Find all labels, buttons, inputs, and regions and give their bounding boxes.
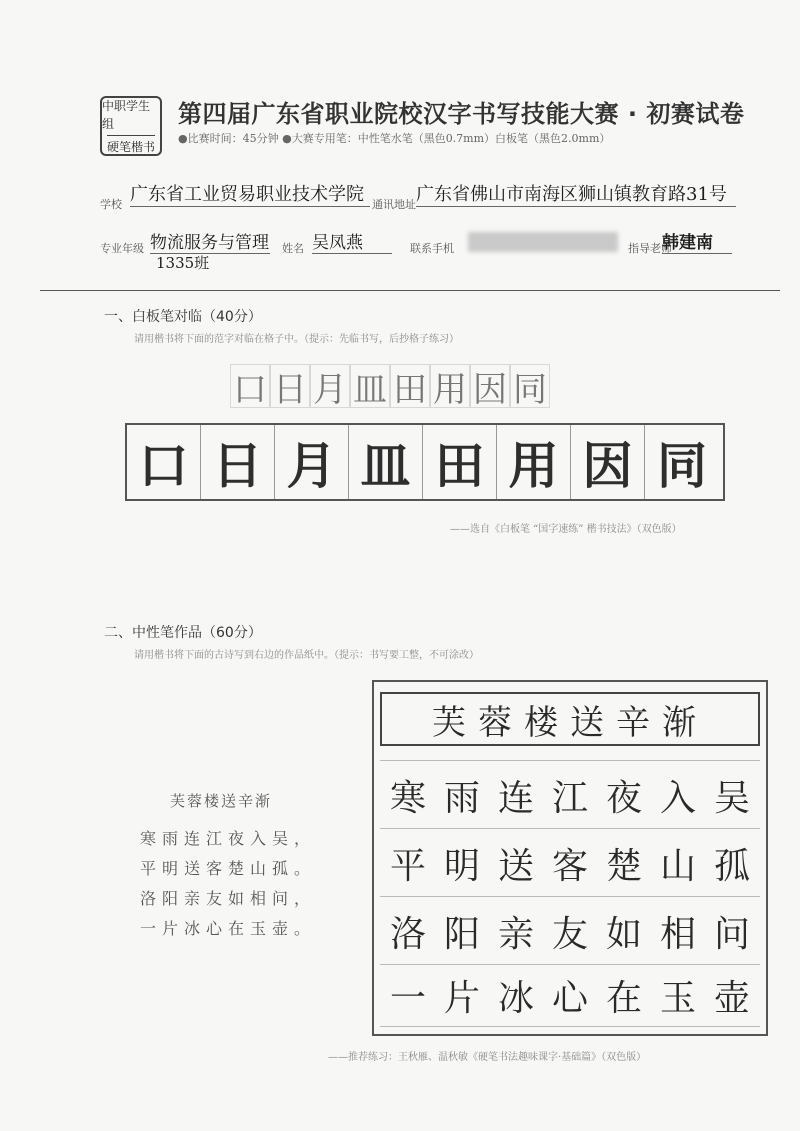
grid-rule (380, 896, 760, 897)
name-field[interactable]: 吴凤燕 (312, 228, 392, 254)
practice-char-cell[interactable]: 用 (497, 425, 571, 499)
work-poem-char[interactable]: 相 (659, 913, 696, 955)
work-poem-char[interactable]: 明 (443, 845, 480, 887)
practice-char-row (127, 425, 723, 499)
badge-divider (107, 135, 155, 136)
reference-poem-line: 洛阳亲友如相问， (140, 889, 317, 908)
page-title: 第四届广东省职业院校汉字书写技能大赛 · 初赛试卷 (178, 100, 745, 128)
practice-char-cell[interactable]: 因 (571, 425, 645, 499)
section2-instruction: 请用楷书将下面的古诗写到右边的作品纸中。（提示：书写要工整，不可涂改） (134, 650, 479, 661)
school-field[interactable]: 广东省工业贸易职业技术学院 (130, 180, 370, 207)
work-poem-char[interactable]: 江 (551, 777, 588, 819)
model-char: 口 (230, 364, 270, 408)
school-label: 学校 (100, 198, 122, 211)
work-poem-char[interactable]: 连 (497, 777, 534, 819)
work-poem-char[interactable]: 寒 (389, 777, 426, 819)
work-poem-line (381, 898, 759, 964)
practice-char-cell[interactable]: 皿 (349, 425, 423, 499)
reference-poem-line: 寒雨连江夜入吴， (140, 829, 317, 848)
work-poem-char[interactable]: 雨 (443, 777, 480, 819)
address-field[interactable]: 广东省佛山市南海区狮山镇教育路31号 (416, 180, 736, 207)
model-char: 因 (470, 364, 510, 408)
work-poem-line (381, 830, 759, 896)
work-poem-char[interactable]: 如 (605, 913, 642, 955)
work-poem-char[interactable]: 片 (443, 977, 480, 1019)
practice-char-cell[interactable]: 月 (275, 425, 349, 499)
work-poem-char[interactable]: 楚 (605, 845, 642, 887)
category-badge (100, 96, 162, 156)
teacher-field[interactable]: 韩建南 (662, 228, 732, 254)
grid-rule (380, 828, 760, 829)
practice-char-cell[interactable]: 口 (127, 425, 201, 499)
work-poem-char[interactable]: 亲 (497, 913, 534, 955)
practice-char-cell[interactable]: 同 (657, 437, 707, 495)
work-poem-char[interactable]: 问 (713, 913, 750, 955)
section2-title: 二、中性笔作品（60分） (104, 625, 262, 641)
work-poem-char[interactable]: 送 (497, 845, 534, 887)
practice-char-cell[interactable]: 日 (201, 425, 275, 499)
work-poem-char[interactable]: 洛 (389, 913, 426, 955)
reference-poem-line: 平明送客楚山孤。 (140, 859, 317, 878)
reference-poem-line: 一片冰心在玉壶。 (140, 919, 317, 938)
section1-title: 一、白板笔对临（40分） (104, 309, 262, 325)
model-char: 月 (310, 364, 350, 408)
work-poem-char[interactable]: 在 (605, 977, 642, 1019)
work-poem-char[interactable]: 友 (551, 913, 588, 955)
work-poem-char[interactable]: 壶 (713, 977, 750, 1019)
section1-credit: ——选自《白板笔 “国字速练” 楷书技法》（双色版） (450, 524, 682, 535)
model-char: 同 (510, 364, 550, 408)
phone-label: 联系手机 (410, 242, 454, 255)
work-poem-char[interactable]: 冰 (497, 977, 534, 1019)
grid-rule (380, 760, 760, 761)
work-poem-char[interactable]: 入 (659, 777, 696, 819)
section1-instruction: 请用楷书将下面的范字对临在格子中。（提示：先临书写，后抄格子练习） (134, 334, 459, 345)
section2-credit: ——推荐练习：王秋雁、温秋敏《硬笔书法趣味课字·基础篇》（双色版） (328, 1052, 647, 1063)
work-poem-char[interactable]: 一 (389, 977, 426, 1019)
work-poem-char[interactable]: 客 (551, 845, 588, 887)
header-rule (40, 290, 780, 291)
work-poem-char[interactable]: 山 (659, 845, 696, 887)
major-label: 专业年级 (100, 242, 144, 255)
address-label: 通讯地址 (372, 198, 416, 211)
work-poem-char[interactable]: 孤 (713, 845, 750, 887)
work-poem-line (381, 762, 759, 828)
reference-poem-title: 芙蓉楼送辛渐 (170, 792, 273, 810)
work-poem-char[interactable]: 吴 (713, 777, 750, 819)
phone-redacted-field[interactable] (468, 232, 618, 252)
work-poem-char[interactable]: 阳 (443, 913, 480, 955)
work-poem-char[interactable]: 平 (389, 845, 426, 887)
class-field[interactable]: 1335班 (156, 254, 210, 272)
model-char: 田 (390, 364, 430, 408)
work-poem-char[interactable]: 夜 (605, 777, 642, 819)
exam-rules: ●比赛时间：45分钟 ●大赛专用笔：中性笔水笔（黑色0.7mm）白板笔（黑色2.0mm） (178, 132, 611, 145)
major-field[interactable]: 物流服务与管理 (150, 228, 270, 254)
practice-char-cell[interactable]: 田 (423, 425, 497, 499)
work-poem-line (381, 962, 759, 1028)
work-poem-char[interactable]: 玉 (659, 977, 696, 1019)
model-char: 用 (430, 364, 470, 408)
model-char: 日 (270, 364, 310, 408)
practice-grid (125, 423, 725, 501)
badge-style-label: 硬笔楷书 (106, 139, 155, 154)
work-poem-char[interactable]: 心 (551, 977, 588, 1019)
name-label: 姓名 (282, 242, 304, 255)
badge-group-label: 中职学生组 (102, 98, 151, 131)
model-char-row (230, 364, 550, 408)
work-poem-title[interactable]: 芙蓉楼送辛渐 (380, 692, 760, 746)
model-char: 皿 (350, 364, 390, 408)
teacher-label: 指导老师 (628, 242, 672, 255)
